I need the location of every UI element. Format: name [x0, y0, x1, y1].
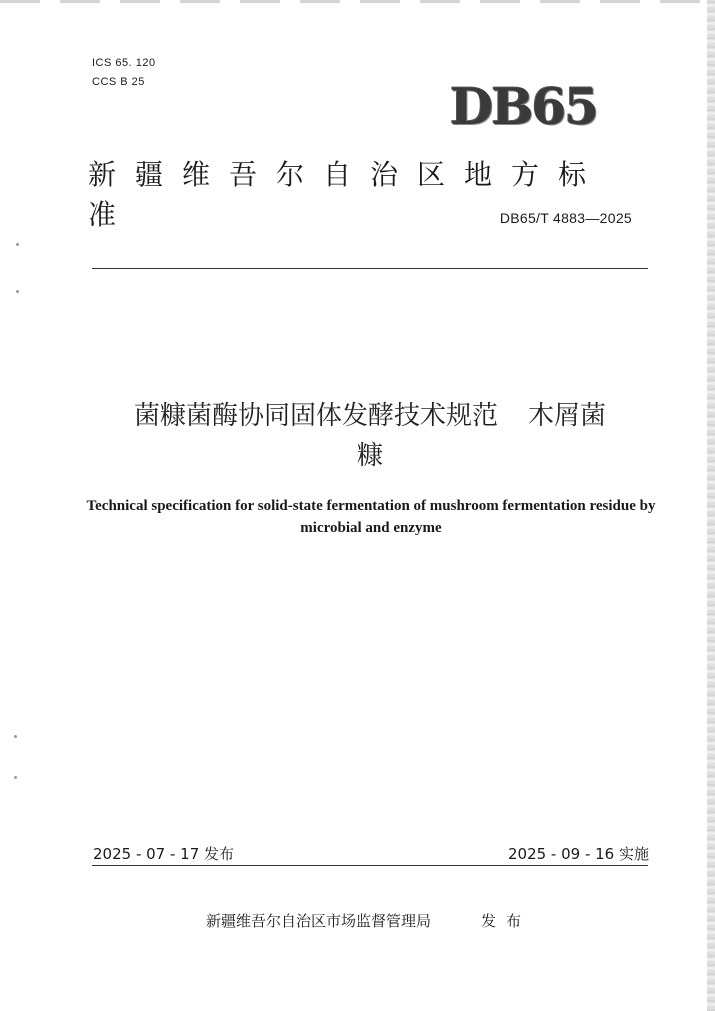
english-title: Technical specification for solid-state fermentation of mushroom fermentation residue by microbial and enzyme — [86, 498, 656, 536]
issue-label: 发布 — [481, 912, 532, 930]
implement-date: 2025 - 09 - 16 实施 — [507, 845, 649, 863]
scan-speck — [16, 290, 19, 293]
publish-date: 2025 - 07 - 17 发布 — [93, 845, 235, 863]
scan-speck — [16, 243, 19, 246]
footer-divider — [92, 865, 648, 866]
scan-speck — [14, 776, 17, 779]
standard-number: DB65/T 4883—2025 — [499, 210, 632, 226]
standard-type-title: 新疆维吾尔自治区地方标准 — [88, 158, 606, 231]
scan-speck — [14, 735, 17, 738]
db65-logo: DB65 — [450, 77, 598, 136]
chinese-title-part: 木屑菌 — [528, 401, 607, 431]
chinese-title — [90, 396, 650, 476]
scan-right-edge — [707, 0, 715, 1011]
chinese-title-continuation: 糠 — [356, 441, 383, 471]
issuing-authority: 新疆维吾尔自治区市场监督管理局 — [206, 912, 432, 930]
header-divider — [92, 268, 648, 269]
ccs-code: CCS B 25 — [92, 76, 145, 88]
ics-code: ICS 65. 120 — [92, 57, 156, 69]
chinese-title-main: 菌糠菌酶协同固体发酵技术规范 — [133, 401, 498, 431]
scan-top-border — [0, 0, 707, 3]
